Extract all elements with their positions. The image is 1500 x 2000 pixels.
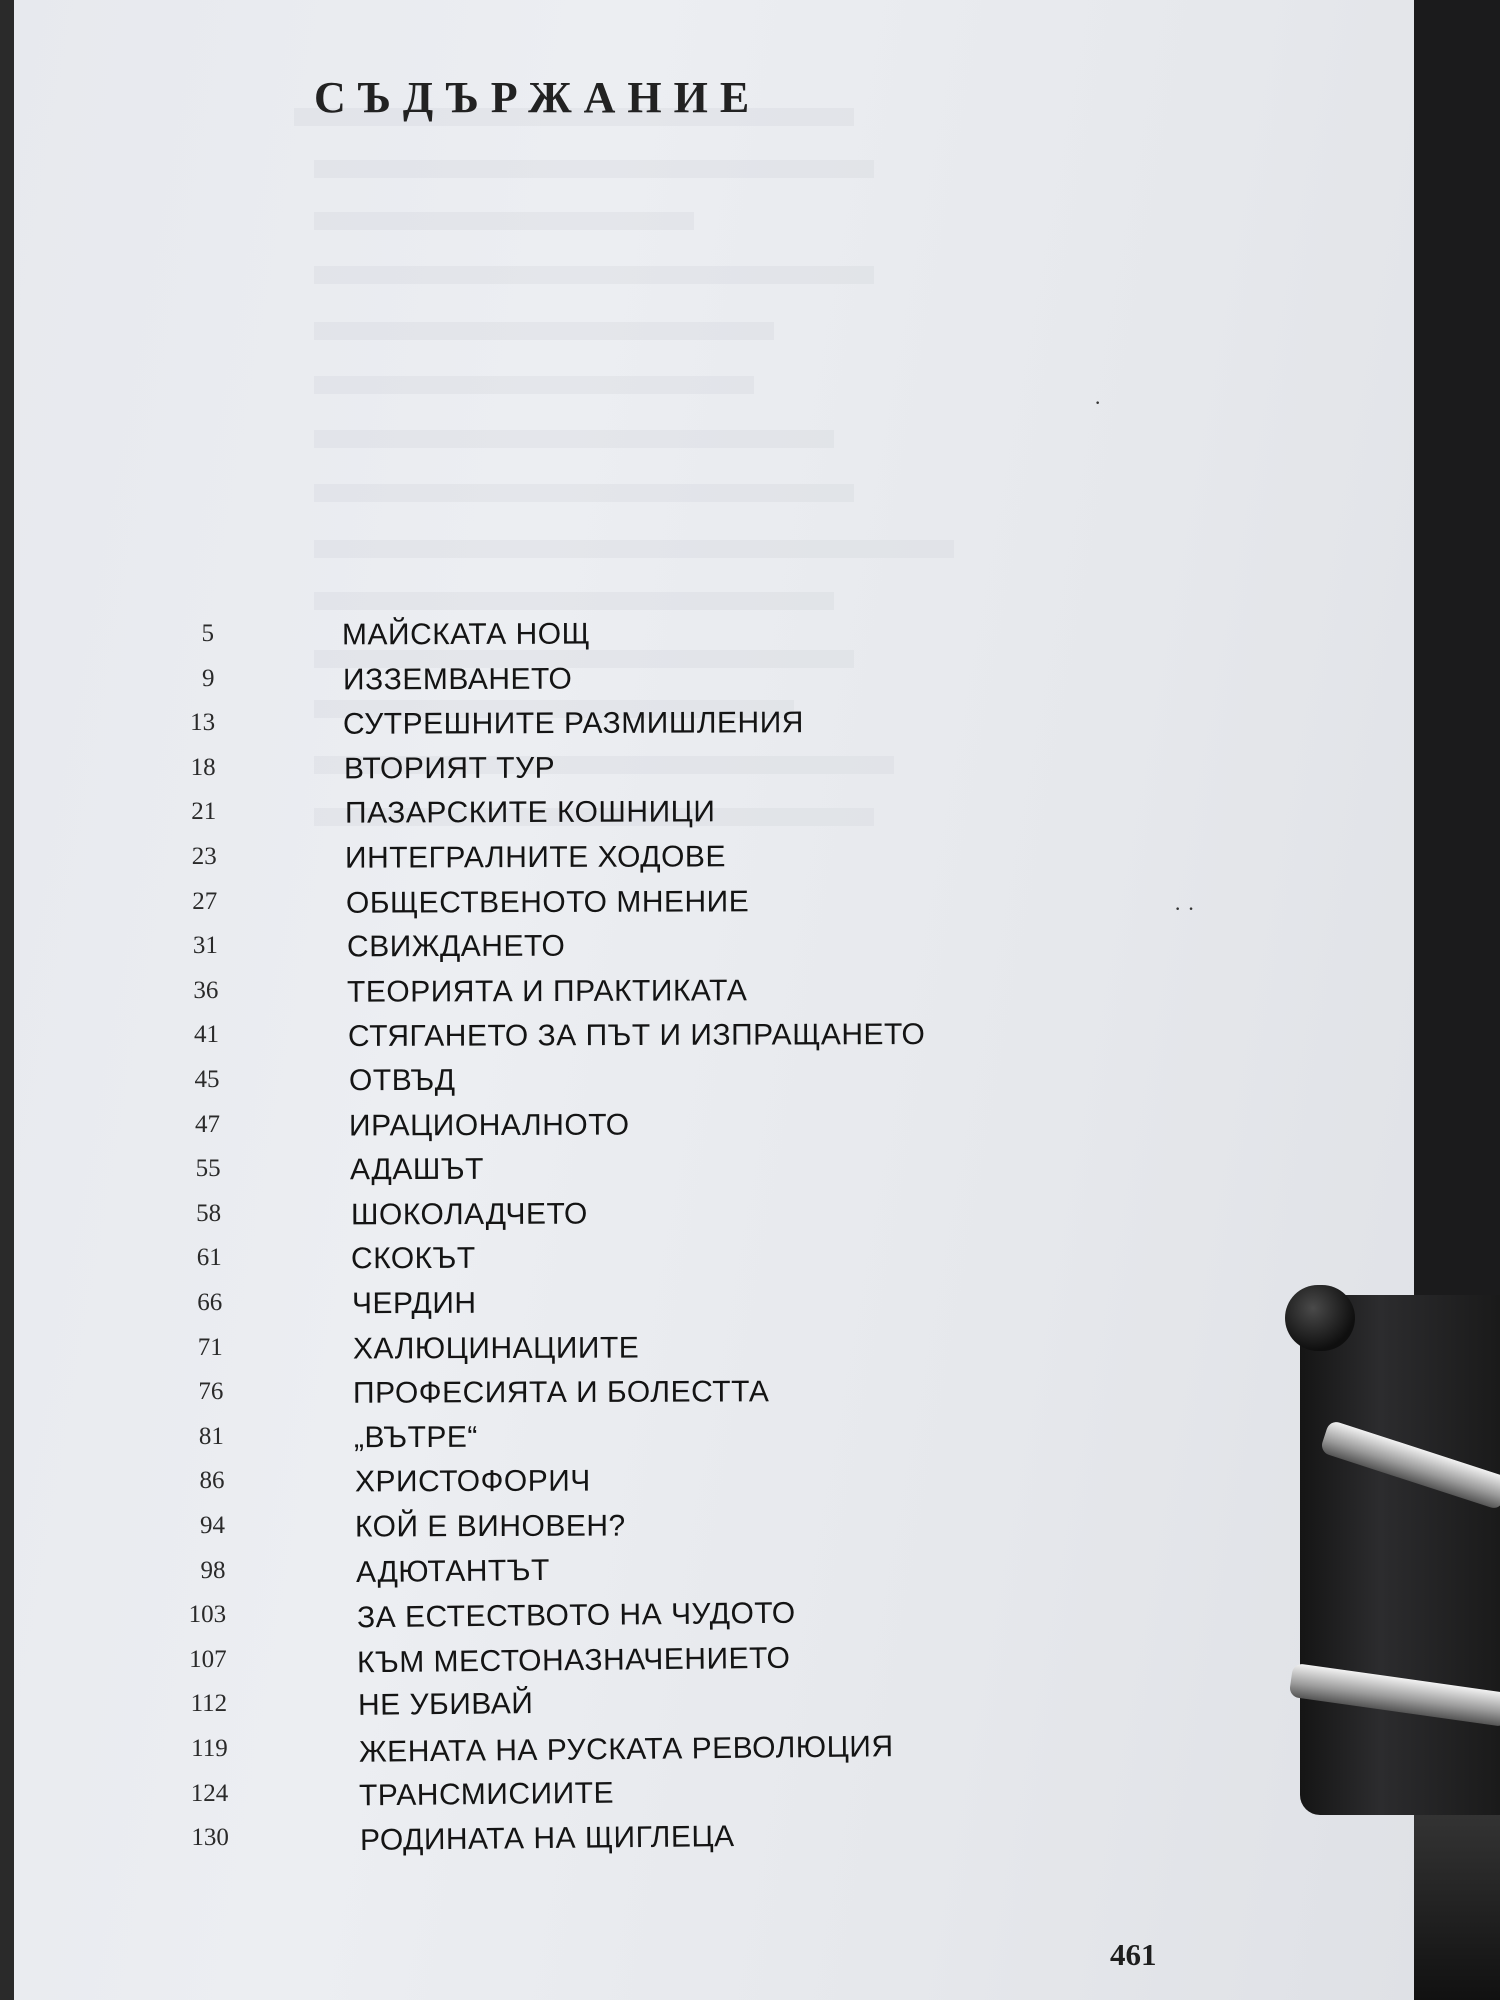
toc-entry-title: ИНТЕГРАЛНИТЕ ХОДОВЕ bbox=[345, 840, 727, 875]
toc-entry-title: НЕ УБИВАЙ bbox=[357, 1687, 534, 1723]
toc-entry-title: РОДИНАТА НА ЩИГЛЕЦА bbox=[359, 1820, 735, 1858]
toc-entry-page: 13 bbox=[190, 709, 216, 737]
page-number: 461 bbox=[1110, 1937, 1157, 1972]
toc-entry-page: 112 bbox=[190, 1690, 228, 1718]
toc-entry-page: 124 bbox=[190, 1779, 229, 1807]
toc-entry-title: ЗА ЕСТЕСТВОТО НА ЧУДОТО bbox=[356, 1596, 796, 1635]
toc-entry bbox=[14, 886, 1414, 926]
toc-entry bbox=[14, 1421, 1414, 1461]
toc-entry bbox=[14, 1332, 1414, 1372]
toc-entry-page: 103 bbox=[188, 1601, 227, 1629]
toc-entry bbox=[14, 841, 1414, 881]
toc-entry-page: 47 bbox=[195, 1110, 221, 1138]
toc-entry-title: АДЮТАНТЪТ bbox=[355, 1553, 550, 1589]
stray-mark: · bbox=[1094, 390, 1102, 415]
stray-marks: ·· bbox=[1174, 896, 1201, 921]
toc-entry bbox=[14, 1510, 1414, 1550]
toc-entry bbox=[14, 1153, 1414, 1193]
toc-entry-page: 81 bbox=[198, 1422, 224, 1450]
toc-entry bbox=[14, 1596, 1414, 1639]
toc-entry bbox=[14, 1198, 1414, 1238]
toc-entry bbox=[14, 1688, 1414, 1728]
toc-entry-page: 58 bbox=[196, 1199, 222, 1227]
toc-entry-title: ХРИСТОФОРИЧ bbox=[354, 1464, 591, 1499]
toc-entry-page: 61 bbox=[196, 1244, 222, 1272]
toc-entry-title: СТЯГАНЕТО ЗА ПЪТ И ИЗПРАЩАНЕТО bbox=[347, 1018, 926, 1054]
toc-entry-title: ПРОФЕСИЯТА И БОЛЕСТТА bbox=[353, 1375, 770, 1410]
toc-entry-page: 23 bbox=[191, 843, 217, 870]
toc-entry bbox=[14, 663, 1414, 703]
toc-entry bbox=[14, 1465, 1414, 1505]
toc-entry-page: 9 bbox=[202, 664, 215, 692]
toc-entry-page: 71 bbox=[197, 1333, 223, 1361]
toc-entry bbox=[14, 1822, 1414, 1862]
toc-entry-page: 86 bbox=[199, 1467, 225, 1495]
toc-entry-page: 66 bbox=[197, 1289, 223, 1316]
toc-entry-title: ИРАЦИОНАЛНОТО bbox=[349, 1108, 630, 1143]
toc-entry bbox=[14, 796, 1414, 836]
toc-entry bbox=[14, 1376, 1414, 1416]
toc-entry bbox=[14, 1730, 1414, 1773]
toc-entry-page: 76 bbox=[198, 1378, 224, 1406]
toc-entry-title: ЧЕРДИН bbox=[351, 1286, 477, 1321]
toc-entry-page: 119 bbox=[191, 1735, 228, 1762]
toc-entry-title: КЪМ МЕСТОНАЗНАЧЕНИЕТО bbox=[357, 1641, 791, 1680]
toc-entry-page: 45 bbox=[194, 1066, 220, 1093]
toc-entry-title: ТРАНСМИСИИТЕ bbox=[358, 1776, 615, 1812]
toc-entry-title: ИЗЗЕМВАНЕТО bbox=[342, 662, 573, 696]
toc-entry-title: АДАШЪТ bbox=[349, 1152, 484, 1187]
toc-entry bbox=[14, 1109, 1414, 1149]
toc-entry-title: СВИЖДАНЕТО bbox=[346, 929, 565, 964]
toc-entry bbox=[14, 618, 1414, 658]
toc-entry-page: 41 bbox=[193, 1021, 219, 1049]
toc-entry-title: ОТВЪД bbox=[348, 1063, 456, 1098]
toc-entry-title: ШОКОЛАДЧЕТО bbox=[350, 1197, 588, 1232]
toc-entry-page: 107 bbox=[189, 1645, 227, 1673]
toc-entry-page: 5 bbox=[201, 620, 214, 647]
toc-entry-title: ВТОРИЯТ ТУР bbox=[343, 751, 556, 786]
toc-entry bbox=[14, 1287, 1414, 1327]
toc-entry-page: 27 bbox=[192, 887, 218, 915]
toc-entry-title: МАЙСКАТА НОЩ bbox=[341, 617, 591, 652]
toc-entry bbox=[14, 1019, 1414, 1059]
toc-entry bbox=[14, 930, 1414, 970]
toc-entry-page: 130 bbox=[191, 1824, 229, 1852]
toc-entry-page: 36 bbox=[193, 976, 219, 1004]
toc-entry bbox=[14, 752, 1414, 792]
toc-entry-page: 55 bbox=[195, 1155, 221, 1183]
toc-entry bbox=[14, 1242, 1414, 1282]
toc-entry bbox=[14, 707, 1414, 747]
binder-clip-roll bbox=[1285, 1285, 1355, 1351]
toc-entry-page: 31 bbox=[192, 932, 218, 960]
toc-entry-title: СКОКЪТ bbox=[351, 1242, 476, 1276]
toc-entry-title: ТЕОРИЯТА И ПРАКТИКАТА bbox=[347, 974, 748, 1009]
toc-entry bbox=[14, 975, 1414, 1015]
toc-entry-title: ОБЩЕСТВЕНОТО МНЕНИЕ bbox=[345, 884, 750, 920]
toc-entry-page: 18 bbox=[190, 753, 216, 781]
toc-entry-page: 94 bbox=[200, 1512, 225, 1539]
toc-entry-title: ЖЕНАТА НА РУСКАТА РЕВОЛЮЦИЯ bbox=[358, 1730, 894, 1769]
toc-entry-title: КОЙ Е ВИНОВЕН? bbox=[355, 1509, 626, 1544]
toc-entry-title: ПАЗАРСКИТЕ КОШНИЦИ bbox=[344, 795, 716, 831]
toc-entry-title: ХАЛЮЦИНАЦИИТЕ bbox=[352, 1331, 639, 1366]
toc-entry bbox=[14, 1064, 1414, 1104]
dark-background bbox=[1414, 0, 1500, 1320]
toc-entry-page: 98 bbox=[200, 1556, 226, 1584]
toc-entry bbox=[14, 1641, 1414, 1684]
toc-entry-title: „ВЪТРЕ“ bbox=[353, 1420, 478, 1455]
book-page bbox=[14, 0, 1414, 2000]
binder-clip bbox=[1300, 1295, 1500, 1815]
toc-entry bbox=[14, 1555, 1414, 1595]
contents-heading: СЪДЪРЖАНИЕ bbox=[314, 73, 762, 122]
toc-entry bbox=[14, 1778, 1414, 1818]
toc-entry-page: 21 bbox=[191, 798, 217, 826]
toc-entry-title: СУТРЕШНИТЕ РАЗМИШЛЕНИЯ bbox=[343, 706, 805, 741]
